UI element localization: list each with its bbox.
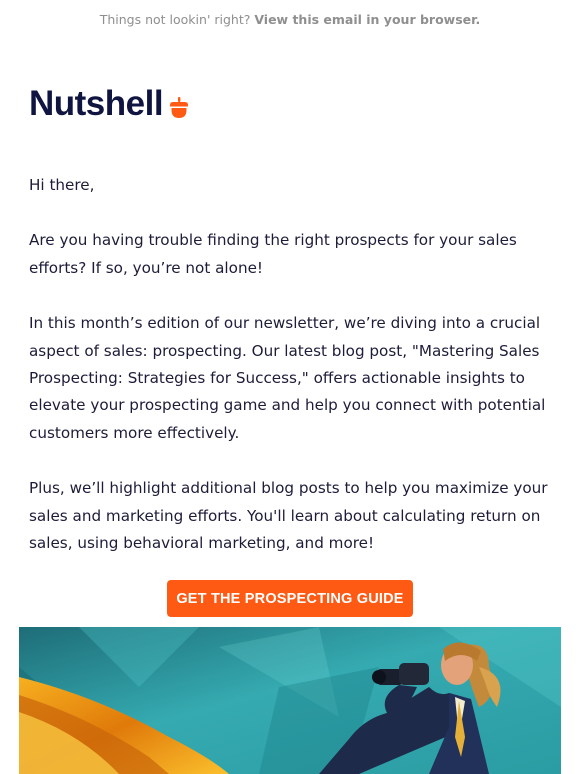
nutshell-logo[interactable] — [29, 84, 189, 124]
woman-with-binoculars-illustration — [19, 627, 561, 774]
intro-paragraph: Are you having trouble finding the right prospects for your sales efforts? If so, you’re not alone! — [29, 231, 517, 277]
logo-wordmark: Nutshell — [29, 84, 164, 123]
prospecting-paragraph: In this month’s edition of our newsletter, we’re diving into a crucial aspect of sales: prospecting. Our latest blog post, "Mastering Sales Prospecting: Strategies for Success," offers actionable insights to elevate your prospecting game and help you connect with potential customers more effectively. — [29, 314, 546, 442]
preheader-text: Things not lookin' right? — [99, 12, 251, 27]
hero-image[interactable] — [19, 627, 561, 774]
prospecting-guide-button[interactable]: GET THE PROSPECTING GUIDE — [167, 580, 413, 617]
acorn-icon — [169, 97, 189, 119]
preheader — [0, 12, 580, 27]
email-body — [29, 172, 553, 585]
greeting: Hi there, — [29, 176, 95, 194]
blog-posts-paragraph: Plus, we’ll highlight additional blog posts to help you maximize your sales and marketing efforts. You'll learn about calculating return on sales, using behavioral marketing, and more! — [29, 479, 548, 553]
view-in-browser-link[interactable]: View this email in your browser. — [254, 12, 481, 27]
